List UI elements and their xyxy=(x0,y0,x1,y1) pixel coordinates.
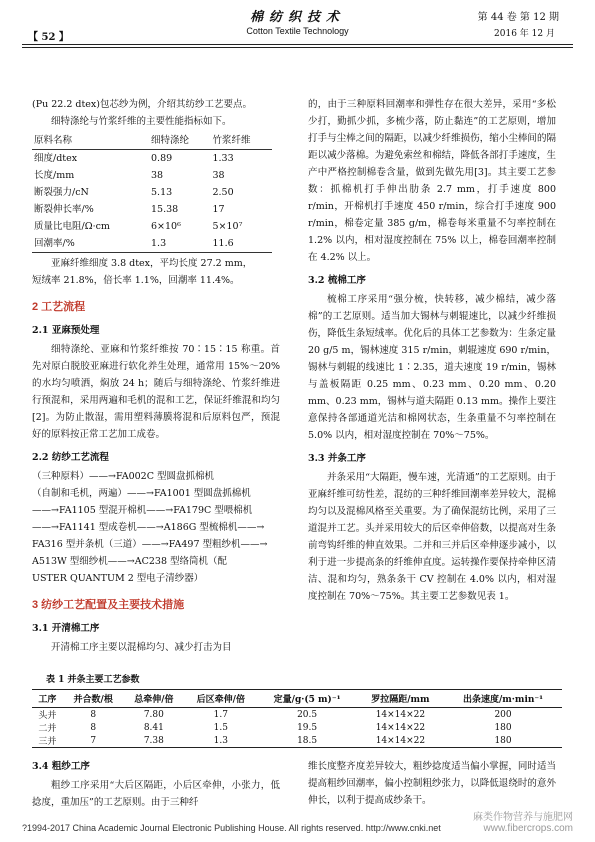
table-cell: 19.5 xyxy=(297,722,318,733)
watermark-line-1: 麻类作物营养与施肥网 xyxy=(473,812,573,823)
table-cell: 8 xyxy=(90,709,97,720)
table-cell: 14×14×22 xyxy=(375,709,426,720)
spec-cell: 质量比电阻/Ω·cm xyxy=(34,221,110,232)
flow-line: USTER QUANTUM 2 型电子清纱器） xyxy=(32,573,204,584)
page-header xyxy=(0,0,595,95)
spec-cell: 15.38 xyxy=(151,204,179,215)
spec-row xyxy=(32,167,272,184)
table-row xyxy=(32,708,562,722)
table-row xyxy=(32,734,562,748)
section-3-3-heading: 3.3 并条工序 xyxy=(308,453,366,464)
journal-name: 棉纺织技术 xyxy=(249,10,345,25)
spec-row xyxy=(32,184,272,201)
table-cell: 20.5 xyxy=(297,709,318,720)
section-3-1-cont: 的，由于三种原料回潮率和弹性存在很大差异，采用“多松少打，勤抓少抓，多梳少落，防止黏连”的工艺原则，增加打手与尘棒之间的隔距，以减少纤维损伤，缩小尘棒间的隔距以减少落棉。为避免索丝和棉结，降低各部打手速度，生产中严格控制棉卷含量，做到先做先用[3]。其主要工艺参数：抓棉机打手伸出肋条 2.7 mm，打手速度 800 r/min，开棉机打手速度 450 r/min，综合打手速度 900 r/min，棉卷定量 385 g/m，棉卷每米重量不匀率控制在 1.2% 以内，相对湿度控制在 75% 以上，棉卷回潮率控制在 4.2% 以上。 xyxy=(308,99,556,263)
table-cell: 头并 xyxy=(38,711,57,721)
flow-line: A513W 型细纱机——→AC238 型络筒机（配 xyxy=(32,556,228,567)
spec-cell: 5×10⁷ xyxy=(212,221,243,232)
spec-cell: 长度/mm xyxy=(34,170,75,181)
spec-cell: 断裂伸长率/% xyxy=(34,204,94,215)
section-2-2-heading: 2.2 纺纱工艺流程 xyxy=(32,452,109,463)
flow-line: （自制和毛机，两遍）——→FA1001 型圆盘抓棉机 xyxy=(32,488,251,499)
spec-cell: 11.6 xyxy=(212,238,234,249)
spec-cell: 38 xyxy=(212,170,225,181)
header-rule-2 xyxy=(22,47,573,48)
table-1 xyxy=(32,672,562,748)
spec-header: 竹浆纤维 xyxy=(212,135,251,146)
spec-cell: 1.33 xyxy=(212,153,234,164)
section-3-1-heading: 3.1 开清棉工序 xyxy=(32,623,100,634)
section-3-4-heading: 3.4 粗纱工序 xyxy=(32,761,90,772)
watermark xyxy=(473,808,573,834)
spec-cell: 5.13 xyxy=(151,187,173,198)
drawing-params-table xyxy=(32,689,562,748)
table-header: 罗拉隔距/mm xyxy=(357,690,444,708)
table-header: 定量/g·(5 m)⁻¹ xyxy=(257,690,356,708)
spec-header: 原料名称 xyxy=(34,135,73,146)
section-2-heading: 2 工艺流程 xyxy=(32,301,86,313)
right-column xyxy=(308,96,556,605)
bottom-left-column xyxy=(32,752,280,811)
spec-cell: 断裂强力/cN xyxy=(34,187,89,198)
table-cell: 7.38 xyxy=(124,734,185,748)
spec-row xyxy=(32,201,272,218)
table-cell: 二并 xyxy=(38,724,57,734)
issue-date: 2016 年 12 月 xyxy=(494,29,555,39)
spec-header: 细特涤纶 xyxy=(151,135,190,146)
table-header: 并合数/根 xyxy=(63,690,124,708)
section-3-heading: 3 纺纱工艺配置及主要技术措施 xyxy=(32,599,185,611)
table-cell: 7 xyxy=(63,734,124,748)
table-header: 工序 xyxy=(32,690,63,708)
flax-spec-line-1: 亚麻纤维细度 3.8 dtex，平均长度 27.2 mm， xyxy=(51,258,253,269)
flow-line: ——→FA1141 型成卷机——→A186G 型梳棉机——→ xyxy=(32,522,265,533)
table-cell: 1.7 xyxy=(213,709,228,720)
section-2-1-text: 细特涤纶、亚麻和竹浆纤维按 70∶15∶15 称重。首先对原白脱胶亚麻进行软化养生处理，通常用 15%～20% 的水均匀喷洒，焖放 24 h；随后与细特涤纶、竹浆纤维进行预混和，采用两遍和毛机的混和工艺，保证纤维混和均匀[2]。为防止散湿，需用塑料薄膜将混和后原料包严，预混好的原料按正常工艺加工成卷。 xyxy=(32,344,280,440)
table-header: 后区牵伸/倍 xyxy=(184,690,257,708)
table-cell: 18.5 xyxy=(257,734,356,748)
spec-cell: 6×10⁶ xyxy=(151,221,181,232)
table-cell: 1.3 xyxy=(184,734,257,748)
spec-cell: 2.50 xyxy=(212,187,234,198)
table-cell: 1.5 xyxy=(213,722,228,733)
table-cell: 三并 xyxy=(32,734,63,748)
table-cell: 14×14×22 xyxy=(375,722,426,733)
table-cell: 7.80 xyxy=(143,709,164,720)
volume-issue: 第 44 卷 第 12 期 xyxy=(477,12,559,23)
spec-cell: 回潮率/% xyxy=(34,238,75,249)
spec-cell: 17 xyxy=(212,204,225,215)
table-1-caption: 表 1 并条主要工艺参数 xyxy=(46,675,140,685)
header-rule xyxy=(22,44,573,45)
table-cell: 180 xyxy=(494,722,512,733)
section-3-3-text: 并条采用“大隔距，慢车速，光清通”的工艺原则。由于亚麻纤维可纺性差，混纺的三种纤维回潮率差异较大，混棉均匀以及混棉风格至关重要。为了确保混纺比例，采用了三道混并工艺。头并采用较大的后区牵伸倍数，以提高对生条前弯钩纤维的伸直效果。二并和三并后区牵伸逐步减小，以利于进一步提高条的纤维伸直度。运转操作要保持牵伸区清洁、混和均匀，熟条条干 CV 控制在 4.0% 以内，相对湿度控制在 70%～75%。其主要工艺参数见表 1。 xyxy=(308,472,556,602)
table-cell: 200 xyxy=(494,709,512,720)
spec-cell: 0.89 xyxy=(151,153,173,164)
process-flow xyxy=(32,468,280,587)
spec-cell: 38 xyxy=(151,170,164,181)
spec-intro: 细特涤纶与竹浆纤维的主要性能指标如下。 xyxy=(51,116,232,127)
flow-line: FA316 型并条机（三道）——→FA497 型粗纱机——→ xyxy=(32,539,268,550)
spec-row xyxy=(32,150,272,168)
table-row xyxy=(32,721,562,734)
section-3-2-text: 梳棉工序采用“强分梳，快转移，减少棉结，减少落棉”的工艺原则。适当加大锡林与刺辊速比，以减少纤维损伤，降低生条短绒率。优化后的具体工艺参数为：生条定量 20 g/5 m，锡林速度 315 r/min，刺辊速度 690 r/min，锡林与刺辊的线速比 1∶2.35，道夫速度 19 r/min，锡林与盖板隔距 0.25 mm、0.23 mm、0.20 mm、0.20 mm、0.23 mm，锡林与道夫隔距 0.13 mm。操作上要注意保持各部通道光洁和棉网状态，生条重量不匀率控制在 5.0% 以内，相对湿度控制在 70%～75%。 xyxy=(308,294,556,441)
journal-english-name: Cotton Textile Technology xyxy=(246,26,349,36)
section-3-2-heading: 3.2 梳棉工序 xyxy=(308,275,366,286)
copyright-footer: ?1994-2017 China Academic Journal Electronic Publishing House. All rights reserved. http://www.cnki.net xyxy=(22,823,441,833)
table-cell: 14×14×22 xyxy=(357,734,444,748)
spec-cell: 细度/dtex xyxy=(34,153,78,164)
left-column xyxy=(32,96,280,656)
bottom-right-column xyxy=(308,758,556,809)
flow-line: ——→FA1105 型混开棉机——→FA179C 型喂棉机 xyxy=(32,505,253,516)
section-3-4-cont: 维长度整齐度差异较大，粗纱捻度适当偏小掌握，同时适当提高粗纱回潮率，偏小控制粗纱张力，以降低退绕时的意外伸长，以利于提高成纱条干。 xyxy=(308,761,556,806)
flow-line: （三种原料）——→FA002C 型圆盘抓棉机 xyxy=(32,471,215,482)
fiber-spec-table xyxy=(32,132,272,253)
table-header: 总牵伸/倍 xyxy=(124,690,185,708)
table-cell: 8.41 xyxy=(143,722,164,733)
table-header: 出条速度/m·min⁻¹ xyxy=(444,690,562,708)
table-cell: 8 xyxy=(90,722,97,733)
section-2-1-heading: 2.1 亚麻预处理 xyxy=(32,325,100,336)
watermark-line-2: www.fibercrops.com xyxy=(483,823,573,834)
spec-cell: 1.3 xyxy=(151,238,167,249)
section-3-4-text: 粗纱工序采用“大后区隔距，小后区牵伸，小张力，低捻度，重加压”的工艺原则。由于三种纤 xyxy=(32,780,280,808)
spec-row xyxy=(32,235,272,253)
page-number: 【 52 】 xyxy=(28,32,69,43)
table-cell: 180 xyxy=(444,734,562,748)
intro-text: (Pu 22.2 dtex)包芯纱为例，介绍其纺纱工艺要点。 xyxy=(32,99,252,110)
flax-spec-line-2: 短绒率 21.8%，倍长率 1.1%，回潮率 11.4%。 xyxy=(32,275,240,286)
section-3-1-text: 开清棉工序主要以混棉均匀、减少打击为目 xyxy=(51,642,232,653)
spec-row xyxy=(32,218,272,235)
